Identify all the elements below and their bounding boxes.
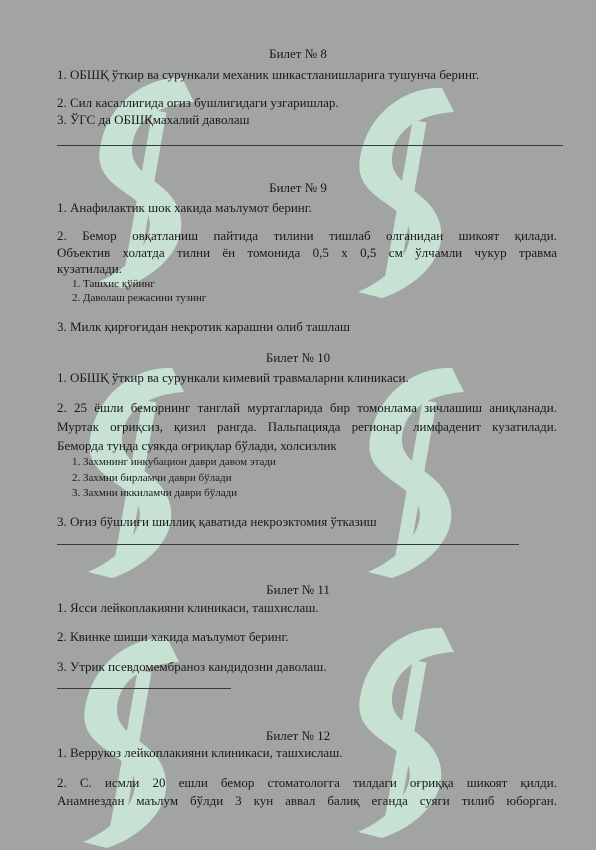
question-line: 2. Сил касаллигида огиз бушлигидаги узгаришлар. (57, 95, 339, 110)
question-line: 2. Бемор овқатланиш пайтида тилини тишлаб олганидан шикоят қилади. (57, 228, 557, 243)
watermark-logo-icon (60, 360, 210, 580)
sub-item: 2. Захмни бирламчи даври бўлади (72, 472, 232, 484)
question-line: 1. ОБШҚ ўткир ва сурункали кимевий травмаларни клиникаси. (57, 370, 409, 385)
question-line: кузатилади. (57, 261, 122, 276)
ticket-title: Билет № 8 (269, 46, 327, 61)
ticket-title: Билет № 12 (265, 728, 331, 743)
question-line: 3. Оғиз бўшлиғи шиллиқ қаватида некроэктомия ўтказиш (57, 514, 377, 529)
question-line: Анамнездан маълум бўлди 3 кун аввал балиқ еганда суяги тилиб юборган. (57, 793, 557, 808)
separator-line (57, 688, 231, 689)
ticket-title: Билет № 11 (266, 582, 330, 597)
sub-item: 1. Ташхис қўйинг (72, 278, 155, 290)
question-line: Муртак оғриқсиз, қизил рангда. Пальпацияда регионар лимфаденит кузатилади. (57, 419, 557, 434)
question-line: Беморда тунда суякда оғриқлар бўлади, холсизлик (57, 438, 337, 453)
question-line: Объектив холатда тилни ён томонида 0,5 х 0,5 см ўлчамли чукур травма (57, 245, 557, 260)
sub-item: 3. Захмни иккиламчи даври бўлади (72, 487, 238, 499)
question-line: 3. Милк қирғоғидан некротик карашни олиб ташлаш (57, 319, 350, 334)
ticket-title: Билет № 9 (269, 180, 327, 195)
question-line: 1. Веррукоз лейкоплакияни клиникаси, ташхислаш. (57, 745, 343, 760)
ticket-title: Билет № 10 (265, 350, 331, 365)
question-line: 2. С. исмли 20 ешли бемор стоматологга тилдаги оғриққа шикоят қилди. (57, 775, 557, 790)
question-line: 2. 25 ёшли беморнинг танглай муртагларида бир томонлама зичлашиш аниқланади. (57, 400, 557, 415)
question-line: 2. Квинке шиши хакида маълумот беринг. (57, 629, 289, 644)
question-line: 1. Ясси лейкоплакияни клиникаси, ташхислаш. (57, 600, 319, 615)
question-line: 3. ЎГС да ОБШҚмахалий даволаш (57, 112, 250, 127)
sub-item: 2. Даволаш режасини тузинг (72, 292, 207, 304)
separator-line (57, 544, 519, 545)
question-line: 1. Анафилактик шок хакида маълумот беринг. (57, 200, 312, 215)
question-line: 3. Утрик псевдомембраноз кандидозни даволаш. (57, 659, 327, 674)
separator-line (57, 145, 563, 146)
question-line: 1. ОБШҚ ўткир ва сурункали механик шикастланишларига тушунча беринг. (57, 67, 480, 82)
watermark-logo-icon (340, 360, 490, 580)
sub-item: 1. Захмнинг инкубацион даври давом этади (72, 456, 276, 468)
